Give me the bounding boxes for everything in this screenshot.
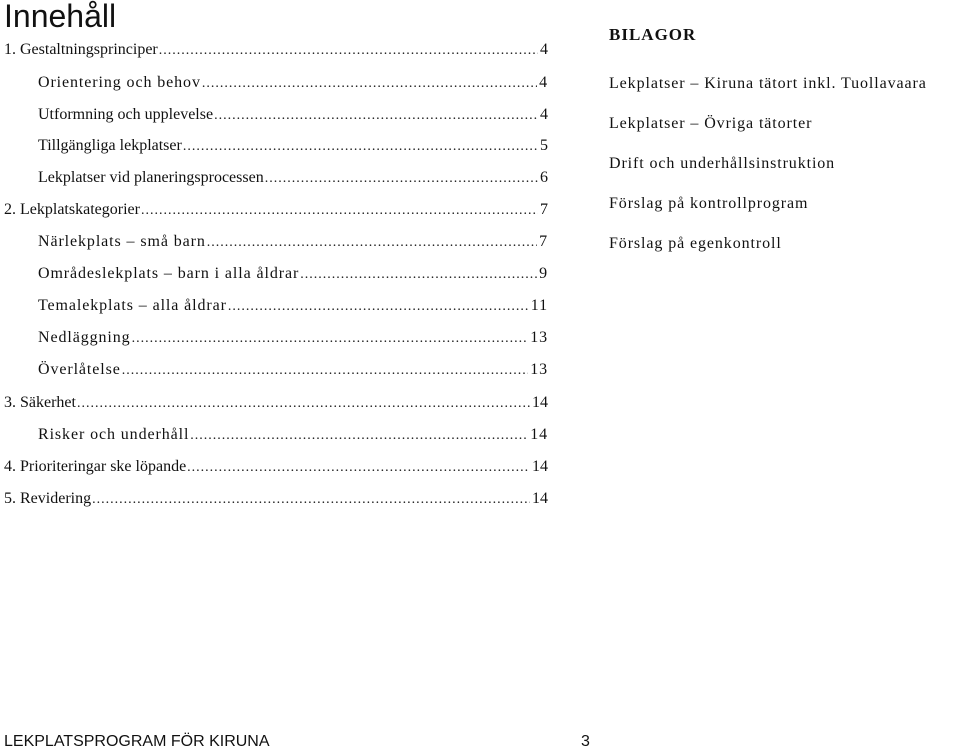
toc-leader-dots <box>190 427 528 445</box>
attachment-item: Förslag på egenkontroll <box>609 235 782 252</box>
toc-entry-page: 14 <box>532 458 548 475</box>
toc-leader-dots <box>183 138 538 156</box>
toc-entry[interactable] <box>4 38 548 60</box>
toc-entry-page: 9 <box>539 265 548 282</box>
toc-entry[interactable] <box>38 166 548 188</box>
toc-entry-page: 4 <box>539 74 548 91</box>
toc-entry-page: 14 <box>530 426 548 443</box>
attachment-item: Lekplatser – Kiruna tätort inkl. Tuollavaara <box>609 75 927 92</box>
toc-entry-label: Risker och underhåll <box>38 426 190 443</box>
toc-entry-label: Tillgängliga lekplatser <box>38 137 182 154</box>
toc-entry-label: Temalekplats – alla åldrar <box>38 297 227 314</box>
toc-leader-dots <box>207 234 537 252</box>
toc-entry-page: 4 <box>540 106 548 123</box>
attachment-item: Drift och underhållsinstruktion <box>609 155 836 172</box>
toc-leader-dots <box>228 298 529 316</box>
toc-entry-page: 14 <box>532 394 548 411</box>
toc-entry-label: Lekplatser vid planeringsprocessen <box>38 169 264 186</box>
toc-entry-label: Nedläggning <box>38 329 131 346</box>
toc-entry[interactable] <box>38 134 548 156</box>
toc-entry-page: 7 <box>540 201 548 218</box>
toc-entry[interactable] <box>4 455 548 477</box>
toc-entry[interactable] <box>38 294 548 316</box>
toc-leader-dots <box>265 170 538 188</box>
toc-entry[interactable] <box>4 391 548 413</box>
toc-entry-page: 13 <box>530 329 548 346</box>
toc-entry[interactable] <box>38 423 548 445</box>
attachment-item: Förslag på kontrollprogram <box>609 195 809 212</box>
toc-entry-label: 4. Prioriteringar ske löpande <box>4 458 187 475</box>
toc-leader-dots <box>122 362 528 380</box>
toc-entry[interactable] <box>38 71 548 93</box>
footer-title: LEKPLATSPROGRAM FÖR KIRUNA <box>4 733 270 750</box>
toc-leader-dots <box>141 202 538 220</box>
toc-entry-label: Närlekplats – små barn <box>38 233 206 250</box>
toc-entry[interactable] <box>38 230 548 252</box>
toc-entry[interactable] <box>38 103 548 125</box>
toc-entry-page: 13 <box>530 361 548 378</box>
toc-entry-page: 4 <box>540 41 548 58</box>
toc-entry-label: 3. Säkerhet <box>4 394 76 411</box>
toc-leader-dots <box>214 107 538 125</box>
toc-entry-page: 6 <box>540 169 548 186</box>
toc-entry-page: 11 <box>530 297 548 314</box>
toc-leader-dots <box>132 330 529 348</box>
toc-entry-label: 2. Lekplatskategorier <box>4 201 140 218</box>
toc-leader-dots <box>300 266 537 284</box>
attachment-item: Lekplatser – Övriga tätorter <box>609 115 813 132</box>
attachments-heading: BILAGOR <box>609 25 697 44</box>
toc-entry-label: Utformning och upplevelse <box>38 106 214 123</box>
toc-entry-page: 14 <box>532 490 548 507</box>
toc-leader-dots <box>202 75 537 93</box>
toc-entry-label: Överlåtelse <box>38 361 121 378</box>
toc-entry-label: Orientering och behov <box>38 74 201 91</box>
toc-entry[interactable] <box>4 487 548 509</box>
toc-entry[interactable] <box>4 198 548 220</box>
toc-entry-label: Områdeslekplats – barn i alla åldrar <box>38 265 300 282</box>
toc-entry[interactable] <box>38 358 548 380</box>
toc-entry-label: 1. Gestaltningsprinciper <box>4 41 158 58</box>
toc-entry[interactable] <box>38 326 548 348</box>
toc-leader-dots <box>159 42 538 60</box>
toc-leader-dots <box>77 395 530 413</box>
toc-leader-dots <box>187 459 530 477</box>
toc-entry-page: 7 <box>539 233 548 250</box>
toc-entry-page: 5 <box>540 137 548 154</box>
toc-entry[interactable] <box>38 262 548 284</box>
toc-heading: Innehåll <box>4 0 117 34</box>
toc-leader-dots <box>92 491 530 509</box>
toc-entry-label: 5. Revidering <box>4 490 92 507</box>
footer-page-number: 3 <box>581 733 590 750</box>
